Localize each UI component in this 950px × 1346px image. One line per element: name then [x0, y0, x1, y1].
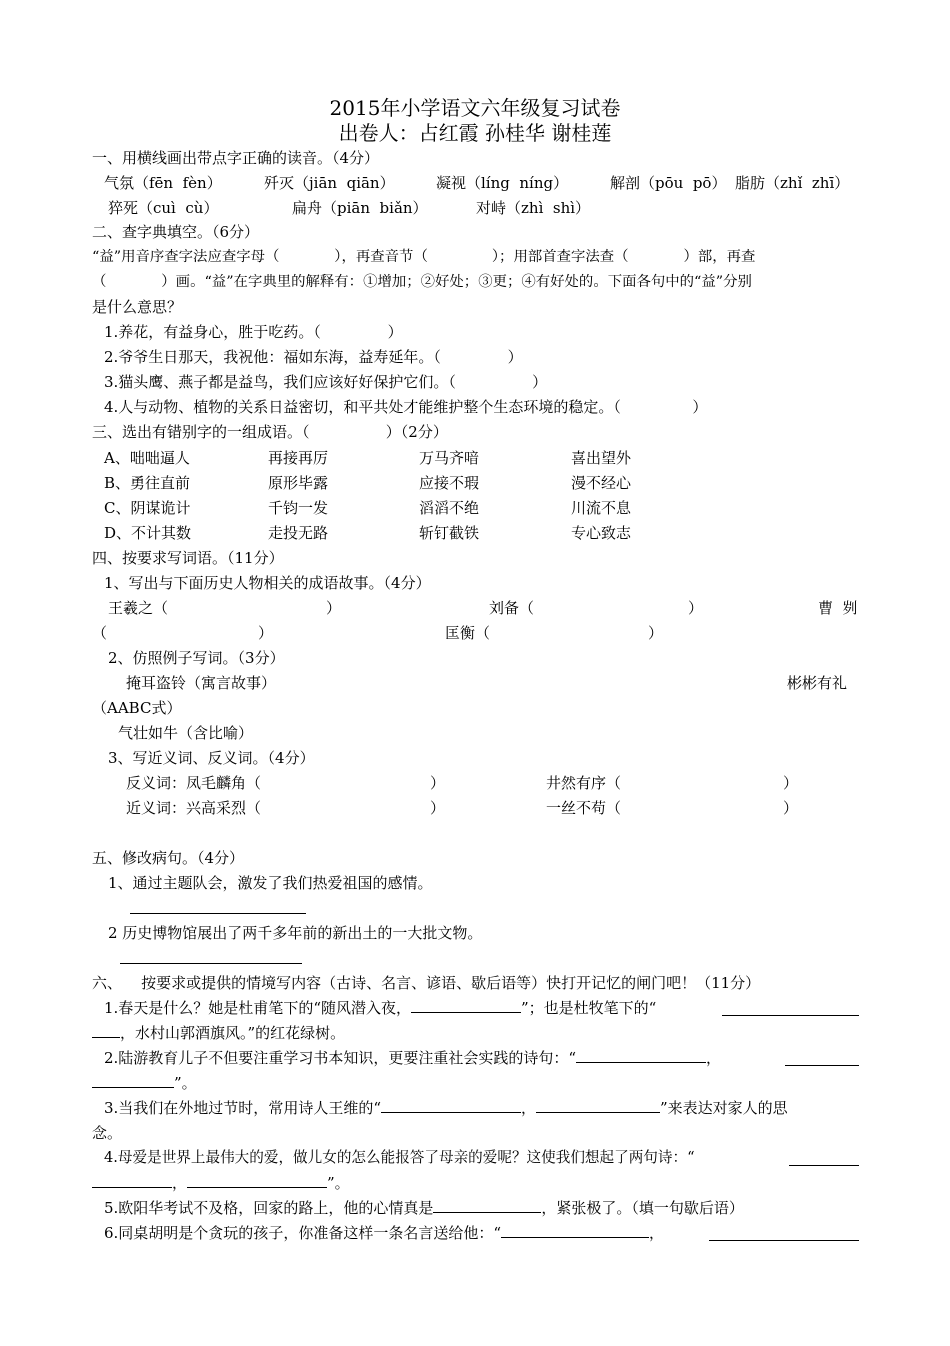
idiom-option: 斩钉截铁 [419, 524, 480, 542]
answer-line [120, 963, 302, 964]
question-item [104, 1048, 721, 1068]
idiom-option: C、阴谋诡计 [104, 499, 191, 517]
figure-label: 刘备（ [489, 599, 535, 617]
pinyin-item: 猝死（cuì cù） [108, 199, 219, 217]
bracket: ） [648, 624, 664, 642]
question-text: ”来表达对家人的思 [660, 1099, 788, 1117]
question-text: 5.欧阳华考试不及格，回家的路上，他的心情真是 [104, 1199, 434, 1217]
figure-label: 曹 刿 [818, 599, 858, 617]
section-6-heading: 六、 按要求或提供的情境写内容（古诗、名言、谚语、歇后语等）快打开记忆的闸门吧！（11分） [92, 974, 761, 992]
question-item [104, 998, 656, 1018]
idiom-option: 再接再厉 [268, 449, 329, 467]
question-text: ， [648, 1224, 664, 1242]
bracket: ） [430, 799, 446, 817]
question-item [104, 1098, 788, 1118]
question-item: 2.爷爷生日那天，我祝他：福如东海，益寿延年。（ ） [104, 348, 523, 366]
question-text: ， [705, 1049, 721, 1067]
pinyin-item: 歼灭（jiān qiān） [264, 174, 395, 192]
idiom-option: 千钧一发 [268, 499, 329, 517]
fill-blank[interactable] [433, 1198, 541, 1213]
idiom-option: 漫不经心 [571, 474, 632, 492]
idiom-option: 走投无路 [268, 524, 329, 542]
question-text: ， [520, 1099, 536, 1117]
bracket: ） [326, 599, 342, 617]
fill-blank[interactable] [722, 1015, 859, 1016]
pinyin-item: 脂肪（zhǐ zhī） [735, 174, 850, 192]
question-item [104, 1148, 695, 1168]
answer-line [130, 913, 306, 914]
question-item: 4.人与动物、植物的关系日益密切，和平共处才能维护整个生态环境的稳定。（ ） [104, 398, 708, 416]
authors-line: 出卷人：占红霞 孙桂华 谢桂莲 [338, 121, 612, 145]
bracket: ） [688, 599, 704, 617]
pinyin-item: 解剖（pōu pō） [610, 174, 727, 192]
section-4-heading: 四、按要求写词语。（11分） [92, 549, 284, 567]
pinyin-item: 气氛（fēn fèn） [104, 174, 222, 192]
bracket: （ [92, 624, 108, 642]
idiom-option: 滔滔不绝 [419, 499, 480, 517]
question-text: ”。 [327, 1174, 350, 1192]
idiom-option: 万马齐喑 [419, 449, 480, 467]
fill-blank[interactable] [785, 1065, 859, 1066]
fill-blank[interactable] [92, 1073, 174, 1088]
question-item [92, 1073, 197, 1093]
question-text: ”；也是杜牧笔下的“ [520, 999, 657, 1017]
fill-blank[interactable] [576, 1048, 706, 1063]
word-prompt: 一丝不苟（ [546, 799, 622, 817]
subsection-heading: 1、写出与下面历史人物相关的成语故事。（4分） [104, 574, 431, 592]
subsection-heading: 3、写近义词、反义词。（4分） [108, 749, 315, 767]
pinyin-item: 扁舟（piān biǎn） [292, 199, 428, 217]
example-word: 气壮如牛（含比喻） [118, 724, 254, 742]
idiom-option: 应接不瑕 [419, 474, 480, 492]
bracket: ） [783, 799, 799, 817]
question-text: 3.当我们在外地过节时，常用诗人王维的“ [104, 1099, 381, 1117]
bracket: ） [430, 774, 446, 792]
question-text: 4.母爱是世界上最伟大的爱，做儿女的怎么能报答了母亲的爱呢？这使我们想起了两句诗：“ [104, 1149, 695, 1166]
question-text: ，水村山郭酒旗风。”的红花绿树。 [120, 1024, 346, 1042]
bracket: ） [258, 624, 274, 642]
idiom-option: 川流不息 [571, 499, 632, 517]
question-item: 3.猫头鹰、燕子都是益鸟，我们应该好好保护它们。（ ） [104, 373, 548, 391]
figure-label: 匡衡（ [445, 624, 491, 642]
idiom-option: D、不计其数 [104, 524, 192, 542]
question-text: ， [172, 1174, 188, 1192]
section-2-paragraph: 是什么意思？ [92, 298, 183, 316]
section-5-heading: 五、修改病句。（4分） [92, 849, 245, 867]
fill-blank[interactable] [92, 1173, 172, 1188]
question-item [104, 1198, 744, 1218]
section-1-heading: 一、用横线画出带点字正确的读音。（4分） [92, 149, 380, 167]
section-2-paragraph: “益”用音序查字法应查字母（ ），再查音节（ ）；用部首查字法查（ ）部，再查 [92, 249, 756, 265]
question-item: 2 历史博物馆展出了两千多年前的新出土的一大批文物。 [108, 924, 483, 942]
fill-blank[interactable] [709, 1240, 859, 1241]
idiom-option: 原形毕露 [268, 474, 329, 492]
figure-label: 王羲之（ [108, 599, 169, 617]
pinyin-item: 凝视（líng níng） [436, 174, 569, 192]
fill-blank[interactable] [789, 1165, 859, 1166]
section-2-heading: 二、查字典填空。（6分） [92, 223, 260, 241]
question-text: 2.陆游教育儿子不但要注重学习书本知识，更要注重社会实践的诗句：“ [104, 1049, 576, 1067]
word-prompt: 井然有序（ [546, 774, 622, 792]
bracket: ） [783, 774, 799, 792]
example-word: 彬彬有礼 [787, 674, 848, 692]
fill-blank[interactable] [501, 1223, 649, 1238]
question-text: ”。 [174, 1074, 197, 1092]
idiom-option: B、勇往直前 [104, 474, 191, 492]
section-3-heading: 三、选出有错别字的一组成语。（ ）（2分） [92, 423, 448, 441]
example-word: （AABC式） [92, 699, 182, 717]
word-prompt: 反义词：凤毛麟角（ [126, 774, 262, 792]
question-item: 1.养花，有益身心，胜于吃药。（ ） [104, 323, 403, 341]
fill-blank[interactable] [92, 1023, 120, 1038]
page-title: 2015年小学语文六年级复习试卷 [329, 96, 621, 120]
pinyin-item: 对峙（zhì shì） [476, 199, 591, 217]
fill-blank[interactable] [381, 1098, 521, 1113]
idiom-option: A、咄咄逼人 [104, 449, 190, 467]
word-prompt: 近义词：兴高采烈（ [126, 799, 262, 817]
question-item [92, 1173, 350, 1193]
question-text: ，紧张极了。（填一句歇后语） [541, 1199, 744, 1217]
subsection-heading: 2、仿照例子写词。（3分） [108, 649, 285, 667]
fill-blank[interactable] [536, 1098, 660, 1113]
question-item: 念。 [92, 1124, 123, 1142]
fill-blank[interactable] [411, 998, 521, 1013]
section-2-paragraph: （ ）画。“益”在字典里的解释有：①增加；②好处；③更；④有好处的。下面各句中的“益”分别 [92, 274, 752, 290]
example-word: 掩耳盗铃（寓言故事） [126, 674, 277, 692]
question-item [104, 1223, 664, 1243]
question-text: 6.同桌胡明是个贪玩的孩子，你准备这样一条名言送给他：“ [104, 1224, 501, 1242]
question-text: 1.春天是什么？她是杜甫笔下的“随风潜入夜， [104, 999, 411, 1017]
idiom-option: 喜出望外 [571, 449, 632, 467]
idiom-option: 专心致志 [571, 524, 632, 542]
question-item: 1、通过主题队会，激发了我们热爱祖国的感情。 [108, 874, 433, 892]
fill-blank[interactable] [187, 1173, 327, 1188]
question-item [92, 1023, 345, 1043]
